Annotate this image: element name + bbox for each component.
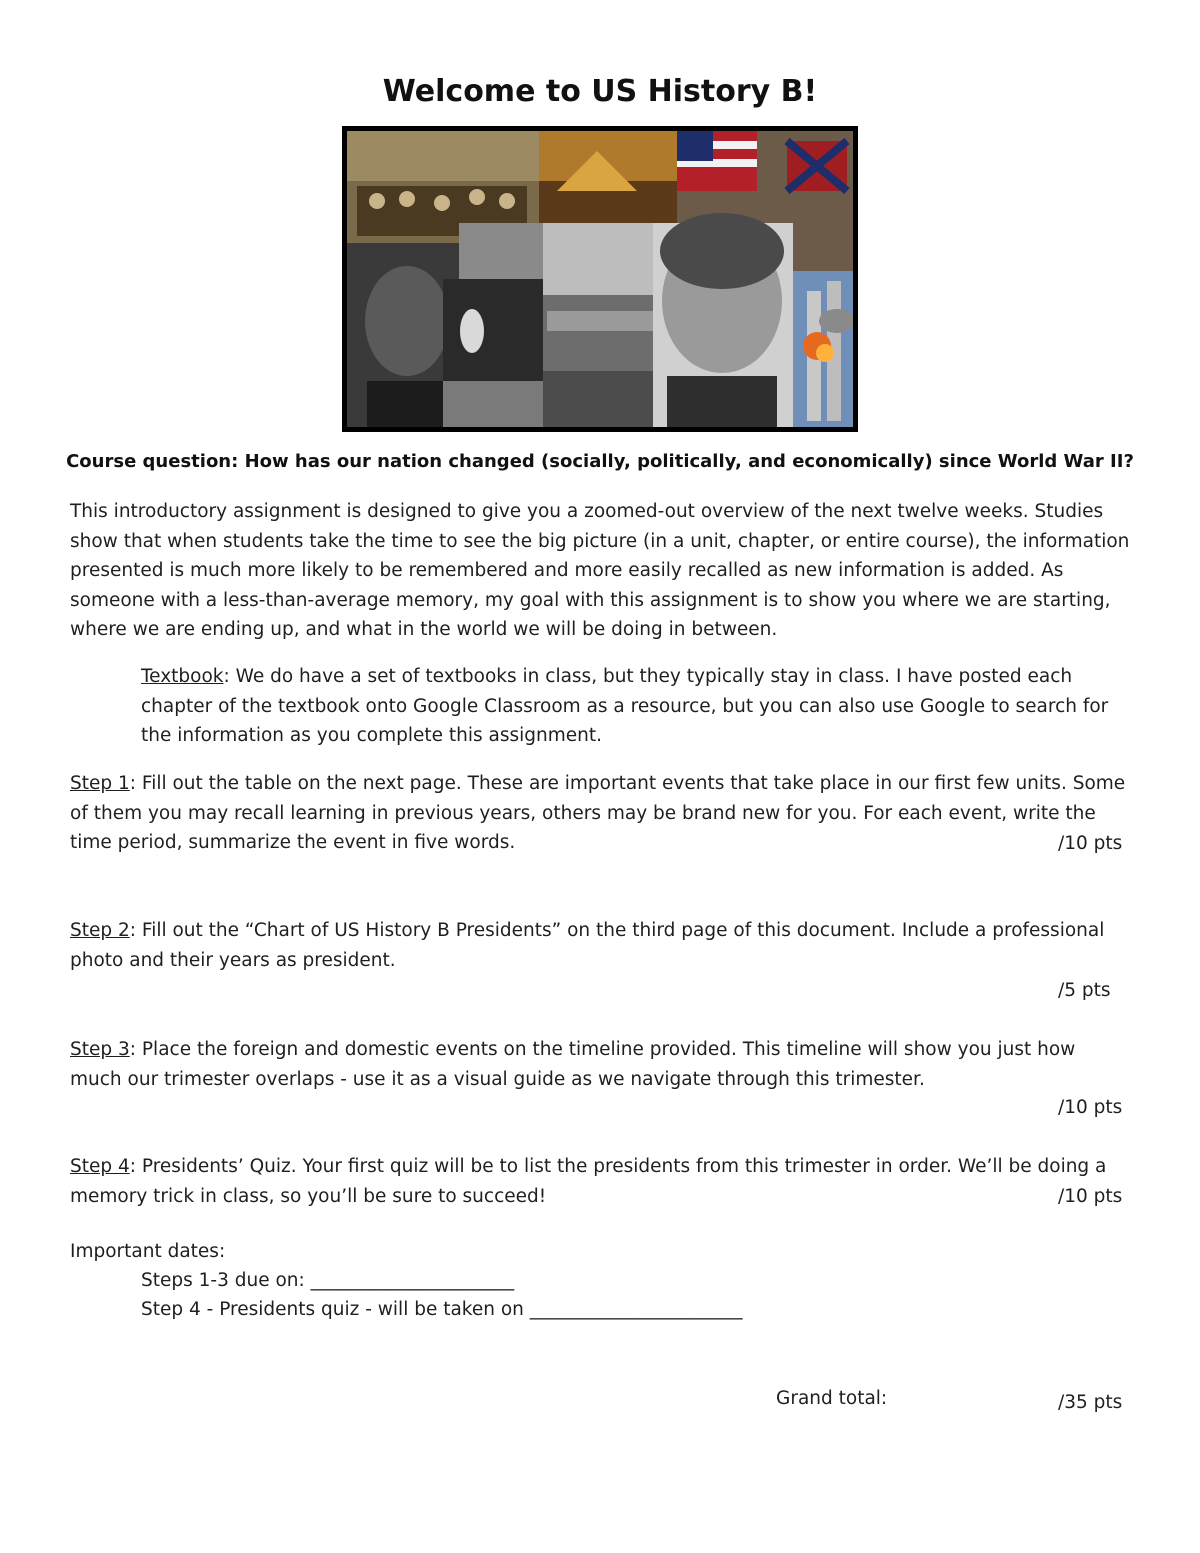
step-3 [70, 1035, 1130, 1094]
step-4-text: : Presidents’ Quiz. Your first quiz will be to list the presidents from this trimester in order. We’ll be doing a memory trick in class, so you’ll be sure to succeed! [70, 1156, 1107, 1207]
grand-total-label: Grand total: [776, 1388, 888, 1409]
page-title: Welcome to US History B! [382, 74, 818, 109]
textbook-note [141, 662, 1131, 751]
step-2-text: : Fill out the “Chart of US History B Presidents” on the third page of this document. Include a professional photo and their years as president. [70, 920, 1105, 971]
important-dates-label: Important dates: [70, 1241, 226, 1262]
step-1-label: Step 1 [70, 773, 130, 794]
step-1-points: /10 pts [1058, 833, 1123, 854]
textbook-text: : We do have a set of textbooks in class, but they typically stay in class. I have posted each chapter of the textbook onto Google Classroom as a resource, but you can also use Google to search for the information as you complete this assignment. [141, 666, 1109, 747]
collage-graphic [347, 131, 853, 427]
step-1 [70, 769, 1130, 858]
grand-total-points: /35 pts [1058, 1392, 1123, 1413]
step-3-points: /10 pts [1058, 1097, 1123, 1118]
step-2-label: Step 2 [70, 920, 130, 941]
quiz-date-line: Step 4 - Presidents quiz - will be taken on _______________________ [141, 1299, 743, 1320]
step-1-text: : Fill out the table on the next page. These are important events that take place in our first few units. Some of them you may recall learning in previous years, others may be brand new for you. For each event, write the time period, summarize the event in five words. [70, 773, 1126, 854]
step-2-points: /5 pts [1058, 980, 1111, 1001]
step-4-points: /10 pts [1058, 1186, 1123, 1207]
step-4 [70, 1152, 1130, 1211]
step-3-label: Step 3 [70, 1039, 130, 1060]
step-2 [70, 916, 1130, 975]
steps-due-date-line: Steps 1-3 due on: ______________________ [141, 1270, 515, 1291]
textbook-label: Textbook [141, 666, 224, 687]
step-3-text: : Place the foreign and domestic events on the timeline provided. This timeline will show you just how much our trimester overlaps - use it as a visual guide as we navigate through this trimester. [70, 1039, 1076, 1090]
intro-paragraph: This introductory assignment is designed to give you a zoomed-out overview of the next twelve weeks. Studies show that when students take the time to see the big picture (in a unit, chapter, or entire course), the information presented is much more likely to be remembered and more easily recalled as new information is added. As someone with a less-than-average memory, my goal with this assignment is to show you where we are starting, where we are ending up, and what in the world we will be doing in between. [70, 501, 1130, 641]
course-question: Course question: How has our nation changed (socially, politically, and economically) since World War II? [66, 451, 1134, 472]
step-4-label: Step 4 [70, 1156, 130, 1177]
history-collage-image [342, 126, 858, 432]
